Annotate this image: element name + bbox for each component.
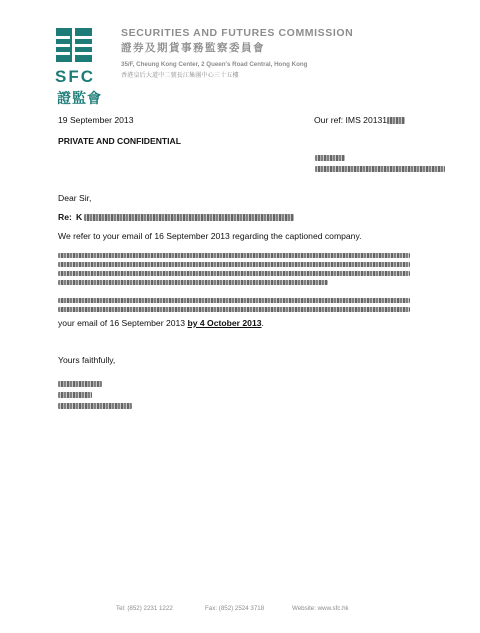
closing: Yours faithfully, <box>58 355 116 365</box>
subject-initial: K <box>76 212 83 222</box>
subject-redaction <box>84 214 294 221</box>
organization-address-chinese: 香港皇后大道中二號長江集團中心三十五樓 <box>121 72 239 79</box>
reference-redaction <box>387 117 405 124</box>
signatory-title-redaction <box>58 392 92 398</box>
paragraph-deadline <box>58 318 264 328</box>
organization-name: SECURITIES AND FUTURES COMMISSION <box>121 27 354 39</box>
subject-label: Re: <box>58 212 72 222</box>
deadline-lead-text: your email of 16 September 2013 <box>58 318 188 328</box>
signatory-name-redaction <box>58 381 102 387</box>
salutation: Dear Sir, <box>58 193 92 203</box>
recipient-address-redaction <box>315 166 445 172</box>
signatory-department-redaction <box>58 403 132 409</box>
footer-telephone: Tel: (852) 2231 1222 <box>116 605 173 612</box>
letter-date: 19 September 2013 <box>58 115 134 125</box>
our-reference-text: Our ref: IMS 20131 <box>314 115 388 125</box>
logo-chinese-abbreviation: 證監會 <box>57 90 102 106</box>
sfc-logo-icon <box>56 28 92 62</box>
deadline-date: by 4 October 2013 <box>187 318 262 328</box>
our-reference <box>314 115 405 125</box>
logo-abbreviation: SFC <box>55 67 95 86</box>
paragraph-reference: We refer to your email of 16 September 2013 regarding the captioned company. <box>58 231 362 241</box>
recipient-name-redaction <box>315 155 345 161</box>
footer-website: Website: www.sfc.hk <box>292 605 349 612</box>
organization-address: 35/F, Cheung Kong Center, 2 Queen's Road Central, Hong Kong <box>121 61 308 68</box>
footer-fax: Fax: (852) 2524 3718 <box>205 605 265 612</box>
confidentiality-heading: PRIVATE AND CONFIDENTIAL <box>58 136 182 146</box>
organization-name-chinese: 證券及期貨事務監察委員會 <box>121 42 265 54</box>
subject-line <box>58 212 72 222</box>
deadline-period: . <box>261 318 264 328</box>
